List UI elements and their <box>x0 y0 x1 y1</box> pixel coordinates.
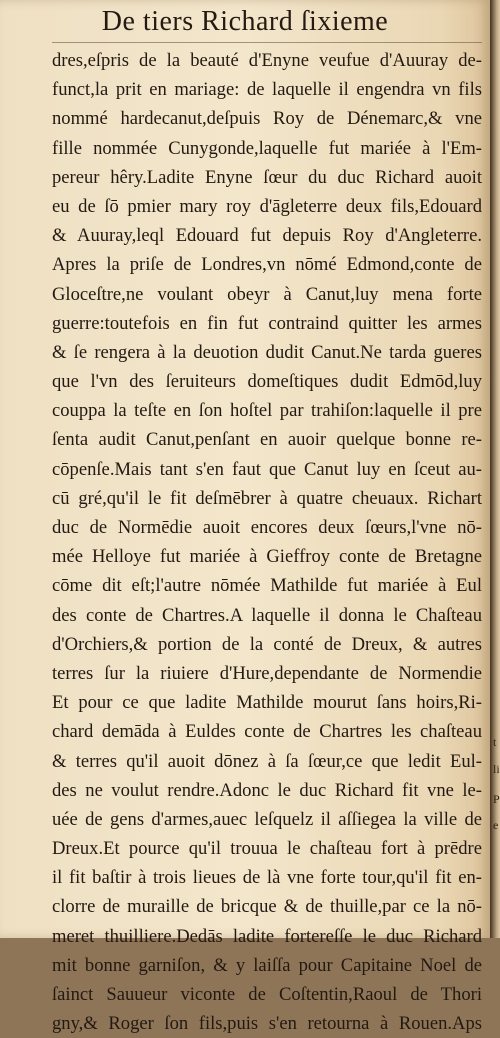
text-line: des conte de Chartres.A laquelle il donna le Chaſteau <box>52 604 482 626</box>
text-line: cōpenſe.Mais tant s'en faut que Canut luy en ſceut au- <box>52 458 482 480</box>
text-line: duc de Normēdie auoit encores deux ſœurs,l'vne nō- <box>52 517 482 538</box>
header-rule <box>52 42 482 43</box>
text-line: mée Helloye fut mariée à Gieffroy conte de Bretagne <box>52 546 482 568</box>
facing-fragment: P <box>493 792 500 806</box>
text-line: pereur hêry.Ladite Enyne ſœur du duc Richard auoit <box>52 166 482 188</box>
text-line: Gloceſtre,ne voulant obeyr à Canut,luy mena forte <box>52 283 482 305</box>
text-line: mit bonne garniſon, & y laiſſa pour Capitaine Noel de <box>52 954 482 976</box>
text-line: & ſe rengera à la deuotion dudit Canut.Ne tarda gueres <box>52 341 482 363</box>
text-line: couppa la teſte en ſon hoſtel par trahiſon:laquelle il pre <box>52 400 482 422</box>
text-line: funct,la prit en mariage: de laquelle il engendra vn fils <box>52 79 482 101</box>
text-line: clorre de muraille de bricque & de thuille,par ce la nō- <box>52 896 482 918</box>
running-head: De tiers Richard ſixieme <box>101 6 389 37</box>
text-line: chard demāda à Euldes conte de Chartres les chaſteau <box>52 721 482 743</box>
text-line: il fit baſtir à trois lieues de là vne forte tour,qu'il fit en- <box>52 867 482 889</box>
facing-fragment: li <box>493 762 500 776</box>
text-line: meret thuilliere.Dedās ladite fortereſſe le duc Richard <box>52 925 482 947</box>
text-line: fille nommée Cunygonde,laquelle fut mariée à l'Em- <box>52 137 482 159</box>
text-line: uée de gens d'armes,auec leſquelz il aſſiegea la ville de <box>52 808 482 830</box>
text-line: ſenta audit Canut,penſant en auoir quelque bonne re- <box>52 429 482 451</box>
text-line: d'Orchiers,& portion de la conté de Dreux, & autres <box>52 633 482 655</box>
text-line: Apres la priſe de Londres,vn nōmé Edmond,conte de <box>52 254 482 276</box>
text-line: & Auuray,leql Edouard fut depuis Roy d'Angleterre. <box>52 225 482 247</box>
text-line: que l'vn des ſeruiteurs domeſtiques dudit Edmōd,luy <box>52 371 482 393</box>
text-line: terres ſur la riuiere d'Hure,dependante de Normendie <box>52 662 482 684</box>
facing-fragment: e <box>493 818 499 832</box>
text-line: & terres qu'il auoit dōnez à ſa ſœur,ce que ledit Eul- <box>52 750 482 772</box>
facing-page-edge <box>490 0 500 938</box>
text-line: des ne voulut rendre.Adonc le duc Richard fit vne le- <box>52 779 482 801</box>
text-line: dres,eſpris de la beauté d'Enyne veufue d'Auuray de- <box>52 50 482 71</box>
text-line: guerre:toutefois en fin fut contraind quitter les armes <box>52 312 482 334</box>
text-line: gny,& Roger ſon fils,puis s'en retourna à Rouen.Aps <box>52 1013 482 1035</box>
facing-fragment: t <box>493 735 497 749</box>
text-line: Et pour ce que ladite Mathilde mourut ſans hoirs,Ri- <box>52 692 482 714</box>
text-line: cū gré,qu'il le fit deſmēbrer à quatre cheuaux. Richart <box>52 487 482 509</box>
text-line: cōme dit eſt;l'autre nōmée Mathilde fut mariée à Eul <box>52 575 482 597</box>
body-text <box>52 46 482 1038</box>
text-line: ſainct Sauueur viconte de Coſtentin,Raoul de Thori <box>52 984 482 1005</box>
text-line: eu de ſō pmier mary roy d'āgleterre deux fils,Edouard <box>52 195 482 217</box>
text-line: Dreux.Et pource qu'il trouua le chaſteau fort à prēdre <box>52 838 482 860</box>
text-line: nommé hardecanut,deſpuis Roy de Dénemarc,& vne <box>52 108 482 130</box>
